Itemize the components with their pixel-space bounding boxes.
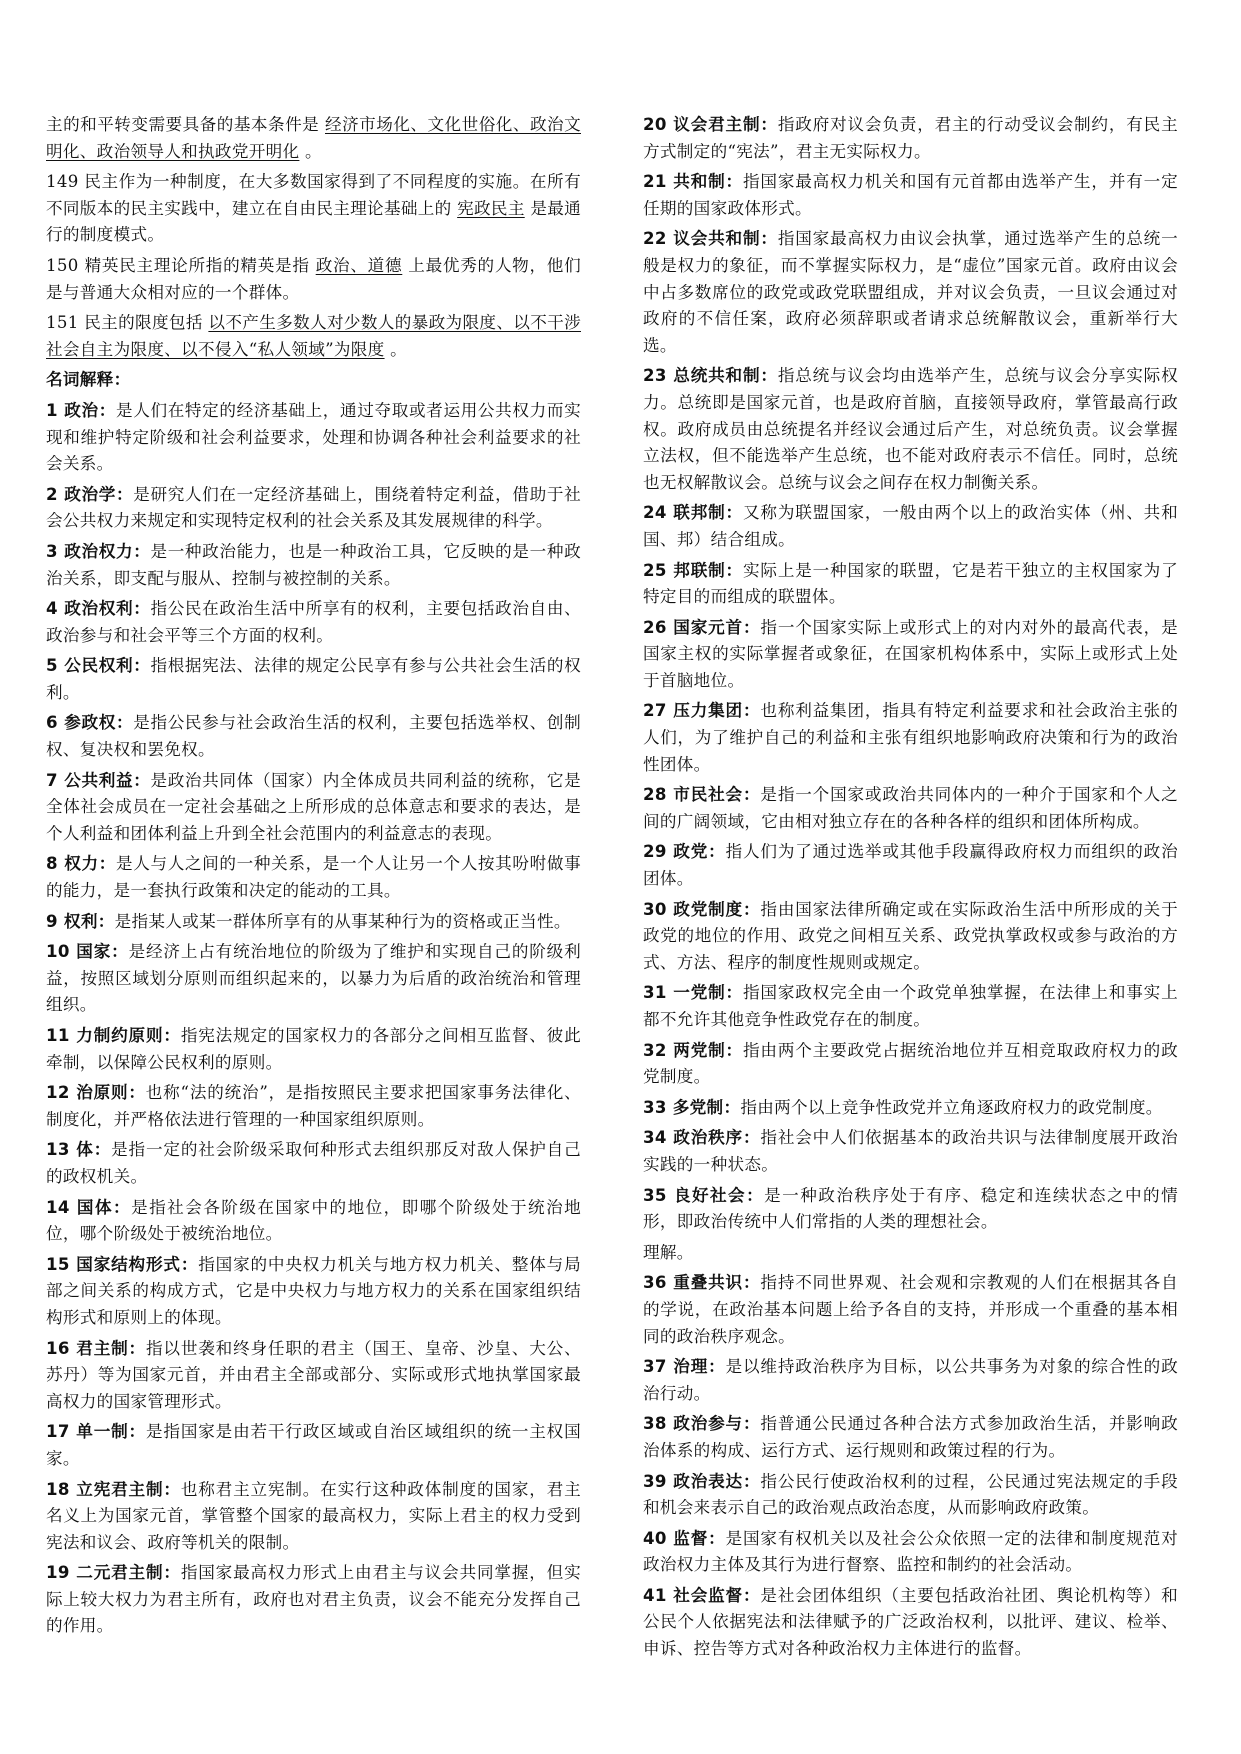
term-definition: 指国家最高权力机关和国有元首都由选举产生，并有一定任期的国家政体形式。	[643, 172, 1178, 218]
term-name: 27 压力集团：	[643, 701, 761, 721]
terms-list-right	[643, 112, 1178, 1663]
fill-answer: 以不产生多数人对少数人的暴政为限度、以不干涉社会自主为限度、以不侵入“私人领域”为限度	[46, 313, 581, 359]
term-name: 6 参政权：	[46, 713, 134, 733]
term-definition: 指由国家法律所确定或在实际政治生活中所形成的关于政党的地位的作用、政党之间相互关系、政党执掌政权或参与政治的方式、方法、程序的制度性规则或规定。	[643, 899, 1178, 972]
term-name: 23 总统共和制：	[643, 366, 778, 386]
term-definition: 是人们在特定的经济基础上，通过夺取或者运用公共权力而实现和维护特定阶级和社会利益要求，处理和协调各种社会利益要求的社会关系。	[46, 400, 581, 474]
definition-item	[643, 363, 1178, 496]
term-name: 13 体：	[46, 1140, 112, 1160]
definition-item	[643, 615, 1178, 695]
term-name: 11 力制约原则：	[46, 1026, 181, 1045]
term-definition: 指宪法规定的国家权力的各部分之间相互监督、彼此牵制，以保障公民权利的原则。	[46, 1026, 581, 1072]
term-definition: 理解。	[643, 1242, 694, 1262]
definition-item	[46, 398, 581, 478]
definition-item	[643, 897, 1178, 977]
term-name: 36 重叠共识：	[643, 1273, 761, 1293]
definition-item	[46, 1336, 581, 1416]
term-definition: 指国家政权完全由一个政党单独掌握，在法律上和事实上都不允许其他竞争性政党存在的制度。	[643, 983, 1178, 1029]
definition-item	[46, 1477, 581, 1557]
term-name: 19 二元君主制：	[46, 1563, 181, 1583]
fill-text: 149 民主作为一种制度，在大多数国家得到了不同程度的实施。在所有不同版本的民主实践中，建立在自由民主理论基础上的	[46, 172, 581, 218]
fill-answer: 经济市场化、文化世俗化、政治文明化、政治领导人和执政党开明化	[46, 115, 581, 161]
fill-in-list	[46, 112, 581, 363]
term-name: 12 治原则：	[46, 1083, 146, 1103]
term-definition: 指根据宪法、法律的规定公民享有参与公共社会生活的权利。	[46, 656, 581, 702]
term-name: 8 权力：	[46, 854, 116, 874]
definition-item	[46, 1252, 581, 1332]
definition-item	[46, 596, 581, 649]
term-name: 4 政治权利：	[46, 599, 151, 619]
term-name: 18 立宪君主制：	[46, 1479, 181, 1499]
term-name: 29 政党：	[643, 842, 726, 862]
definition-item	[46, 1080, 581, 1133]
term-name: 3 政治权力：	[46, 541, 151, 561]
term-definition: 是指某人或某一群体所享有的从事某种行为的资格或正当性。	[114, 911, 571, 931]
term-definition: 指社会中人们依据基本的政治共识与法律制度展开政治实践的一种状态。	[643, 1128, 1178, 1174]
definition-item	[46, 1195, 581, 1248]
term-definition: 是国家有权机关以及社会公众依照一定的法律和制度规范对政治权力主体及其行为进行督察、监控和制约的社会活动。	[643, 1528, 1178, 1575]
definition-item	[643, 1270, 1178, 1350]
term-name: 39 政治表达：	[643, 1471, 761, 1491]
definition-item	[643, 1240, 1178, 1267]
term-definition: 指持不同世界观、社会观和宗教观的人们在根据其各自的学说，在政治基本问题上给予各自的支持，并形成一个重叠的基本相同的政治秩序观念。	[643, 1273, 1178, 1346]
term-name: 10 国家：	[46, 942, 129, 962]
term-definition: 是人与人之间的一种关系，是一个人让另一个人按其吩咐做事的能力，是一套执行政策和决定的能动的工具。	[46, 854, 581, 901]
term-definition: 指公民在政治生活中所享有的权利，主要包括政治自由、政治参与和社会平等三个方面的权利。	[46, 599, 581, 645]
fill-answer: 宪政民主	[457, 198, 525, 218]
term-definition: 又称为联盟国家，一般由两个以上的政治实体（州、共和国、邦）结合组成。	[643, 503, 1178, 549]
term-name: 2 政治学：	[46, 484, 134, 504]
fill-text: 151 民主的限度包括	[46, 313, 203, 333]
definition-item	[46, 1137, 581, 1190]
term-name: 24 联邦制：	[643, 503, 743, 523]
terms-list-left	[46, 398, 581, 1640]
term-name: 25 邦联制：	[643, 560, 743, 580]
section-heading: 名词解释：	[46, 370, 131, 390]
definition-item	[643, 980, 1178, 1033]
term-name: 21 共和制：	[643, 172, 743, 192]
term-name: 17 单一制：	[46, 1422, 146, 1442]
term-name: 9 权利：	[46, 911, 115, 931]
term-name: 37 治理：	[643, 1357, 726, 1377]
term-name: 22 议会共和制：	[643, 229, 778, 249]
term-name: 34 政治秩序：	[643, 1128, 761, 1148]
term-definition: 是社会团体组织（主要包括政治社团、舆论机构等）和公民个人依据宪法和法律赋予的广泛政治权利，以批评、建议、检举、申诉、控告等方式对各种政治权力主体进行的监督。	[643, 1585, 1178, 1659]
definition-item	[46, 539, 581, 592]
fill-answer: 政治、道德	[315, 255, 403, 275]
definition-item	[643, 1526, 1178, 1579]
term-definition: 实际上是一种国家的联盟，它是若干独立的主权国家为了特定目的而组成的联盟体。	[643, 560, 1178, 607]
term-name: 7 公共利益：	[46, 770, 151, 790]
fill-item	[46, 310, 581, 363]
right-column	[643, 112, 1178, 1667]
definition-item	[643, 226, 1178, 359]
term-name: 31 一党制：	[643, 983, 743, 1003]
fill-text: 。	[304, 141, 322, 161]
definition-item	[643, 1469, 1178, 1522]
definition-item	[643, 1411, 1178, 1464]
definition-item	[643, 698, 1178, 778]
definition-item	[643, 1183, 1178, 1236]
term-definition: 指国家最高权力由议会执掌，通过选举产生的总统一般是权力的象征，而不掌握实际权力，是“虚位”国家元首。政府由议会中占多数席位的政党或政党联盟组成，并对议会负责，一旦议会通过对政府的不信任案，政府必须辞职或者请求总统解散议会，重新举行大选。	[643, 229, 1178, 355]
definition-item	[643, 1354, 1178, 1407]
definition-item	[643, 1095, 1178, 1122]
term-name: 32 两党制：	[643, 1040, 743, 1060]
definition-item	[46, 939, 581, 1019]
definition-item	[46, 768, 581, 848]
term-name: 33 多党制：	[643, 1097, 741, 1117]
definition-item	[643, 558, 1178, 611]
term-name: 5 公民权利：	[46, 656, 151, 676]
fill-text: 。	[390, 339, 408, 359]
term-definition: 指以世袭和终身任职的君主（国王、皇帝、沙皇、大公、苏丹）等为国家元首，并由君主全部或部分、实际或形式地执掌国家最高权力的国家管理形式。	[46, 1338, 581, 1411]
term-definition: 是经济上占有统治地位的阶级为了维护和实现自己的阶级利益，按照区域划分原则而组织起来的，以暴力为后盾的政治统治和管理组织。	[46, 942, 581, 1015]
term-name: 35 良好社会：	[643, 1185, 765, 1205]
term-definition: 指国家最高权力形式上由君主与议会共同掌握，但实际上较大权力为君主所有，政府也对君主负责，议会不能充分发挥自己的作用。	[46, 1563, 581, 1636]
term-name: 1 政治：	[46, 400, 116, 420]
term-definition: 是以维持政治秩序为目标，以公共事务为对象的综合性的政治行动。	[643, 1357, 1178, 1403]
term-definition: 也称利益集团，指具有特定利益要求和社会政治主张的人们，为了维护自己的利益和主张有组织地影响政府决策和行为的政治性团体。	[643, 701, 1178, 774]
fill-item	[46, 169, 581, 249]
fill-item	[46, 253, 581, 306]
definition-item	[46, 1419, 581, 1472]
term-name: 16 君主制：	[46, 1338, 146, 1358]
term-name: 20 议会君主制：	[643, 115, 778, 134]
term-definition: 也称君主立宪制。在实行这种政体制度的国家，君主名义上为国家元首，掌管整个国家的最高权力，实际上君主的权力受到宪法和议会、政府等机关的限制。	[46, 1479, 581, 1552]
term-definition: 是指一定的社会阶级采取何种形式去组织那反对敌人保护自己的政权机关。	[46, 1140, 581, 1186]
term-name: 38 政治参与：	[643, 1414, 761, 1434]
definition-item	[46, 851, 581, 904]
term-definition: 是研究人们在一定经济基础上，围绕着特定利益，借助于社会公共权力来规定和实现特定权利的社会关系及其发展规律的科学。	[46, 484, 581, 531]
definition-item	[643, 169, 1178, 222]
definition-item	[46, 482, 581, 535]
term-definition: 指一个国家实际上或形式上的对内对外的最高代表，是国家主权的实际掌握者或象征，在国家机构体系中，实际上或形式上处于首脑地位。	[643, 617, 1178, 690]
term-definition: 是指一个国家或政治共同体内的一种介于国家和个人之间的广阔领域，它由相对独立存在的各种各样的组织和团体所构成。	[643, 785, 1178, 831]
definition-item	[643, 1038, 1178, 1091]
term-definition: 是一种政治秩序处于有序、稳定和连续状态之中的情形，即政治传统中人们常指的人类的理想社会。	[643, 1185, 1178, 1232]
term-definition: 指公民行使政治权利的过程，公民通过宪法规定的手段和机会来表示自己的政治观点政治态度，从而影响政府政策。	[643, 1471, 1178, 1518]
term-name: 14 国体：	[46, 1197, 132, 1217]
definition-item	[46, 653, 581, 706]
definition-item	[46, 710, 581, 763]
definition-item	[46, 909, 581, 936]
term-definition: 指普通公民通过各种合法方式参加政治生活，并影响政治体系的构成、运行方式、运行规则和政策过程的行为。	[643, 1414, 1178, 1460]
definition-item	[643, 112, 1178, 165]
term-name: 26 国家元首：	[643, 617, 761, 637]
term-definition: 也称“法的统治”，是指按照民主要求把国家事务法律化、制度化，并严格依法进行管理的一种国家组织原则。	[46, 1083, 582, 1129]
definition-item	[643, 782, 1178, 835]
term-definition: 是一种政治能力，也是一种政治工具，它反映的是一种政治关系，即支配与服从、控制与被控制的关系。	[46, 541, 581, 588]
definition-item	[46, 1560, 581, 1640]
term-definition: 指总统与议会均由选举产生，总统与议会分享实际权力。总统即是国家元首，也是政府首脑，直接领导政府，掌管最高行政权。政府成员由总统提名并经议会通过后产生，对总统负责。议会掌握立法权，但不能选举产生总统，也不能对政府表示不信任。同时，总统也无权解散议会。总统与议会之间存在权力制衡关系。	[643, 366, 1178, 492]
term-definition: 是指国家是由若干行政区域或自治区域组织的统一主权国家。	[46, 1422, 581, 1468]
fill-item	[46, 112, 581, 165]
fill-text: 主的和平转变需要具备的基本条件是	[46, 115, 320, 134]
fill-text: 是最通行的制度模式。	[46, 198, 582, 245]
term-definition: 是政治共同体（国家）内全体成员共同利益的统称，它是全体社会成员在一定社会基础之上所形成的总体意志和要求的表达，是个人利益和团体利益上升到全社会范围内的利益意志的表现。	[46, 770, 581, 843]
definition-item	[643, 839, 1178, 892]
fill-text: 上最优秀的人物，他们是与普通大众相对应的一个群体。	[46, 255, 582, 302]
term-definition: 指国家的中央权力机关与地方权力机关、整体与局部之间关系的构成方式，它是中央权力与地方权力的关系在国家组织结构形式和原则上的体现。	[46, 1254, 581, 1327]
definition-item	[46, 1023, 581, 1076]
term-definition: 指政府对议会负责，君主的行动受议会制约，有民主方式制定的“宪法”，君主无实际权力。	[643, 115, 1178, 161]
term-definition: 是指公民参与社会政治生活的权利，主要包括选举权、创制权、复决权和罢免权。	[46, 713, 581, 760]
term-definition: 指人们为了通过选举或其他手段赢得政府权力而组织的政治团体。	[643, 842, 1178, 889]
term-definition: 指由两个以上竞争性政党并立角逐政府权力的政党制度。	[740, 1097, 1163, 1117]
definition-item	[643, 1583, 1178, 1663]
term-name: 28 市民社会：	[643, 785, 761, 805]
left-column	[46, 112, 581, 1644]
definition-item	[643, 500, 1178, 553]
fill-text: 150 精英民主理论所指的精英是指	[46, 255, 310, 275]
term-name: 30 政党制度：	[643, 899, 761, 919]
term-definition: 是指社会各阶级在国家中的地位，即哪个阶级处于统治地位，哪个阶级处于被统治地位。	[46, 1197, 582, 1244]
term-name: 15 国家结构形式：	[46, 1254, 199, 1274]
definition-item	[643, 1125, 1178, 1178]
term-name: 41 社会监督：	[643, 1585, 761, 1605]
term-name: 40 监督：	[643, 1528, 726, 1548]
term-definition: 指由两个主要政党占据统治地位并互相竞取政府权力的政党制度。	[643, 1040, 1178, 1087]
